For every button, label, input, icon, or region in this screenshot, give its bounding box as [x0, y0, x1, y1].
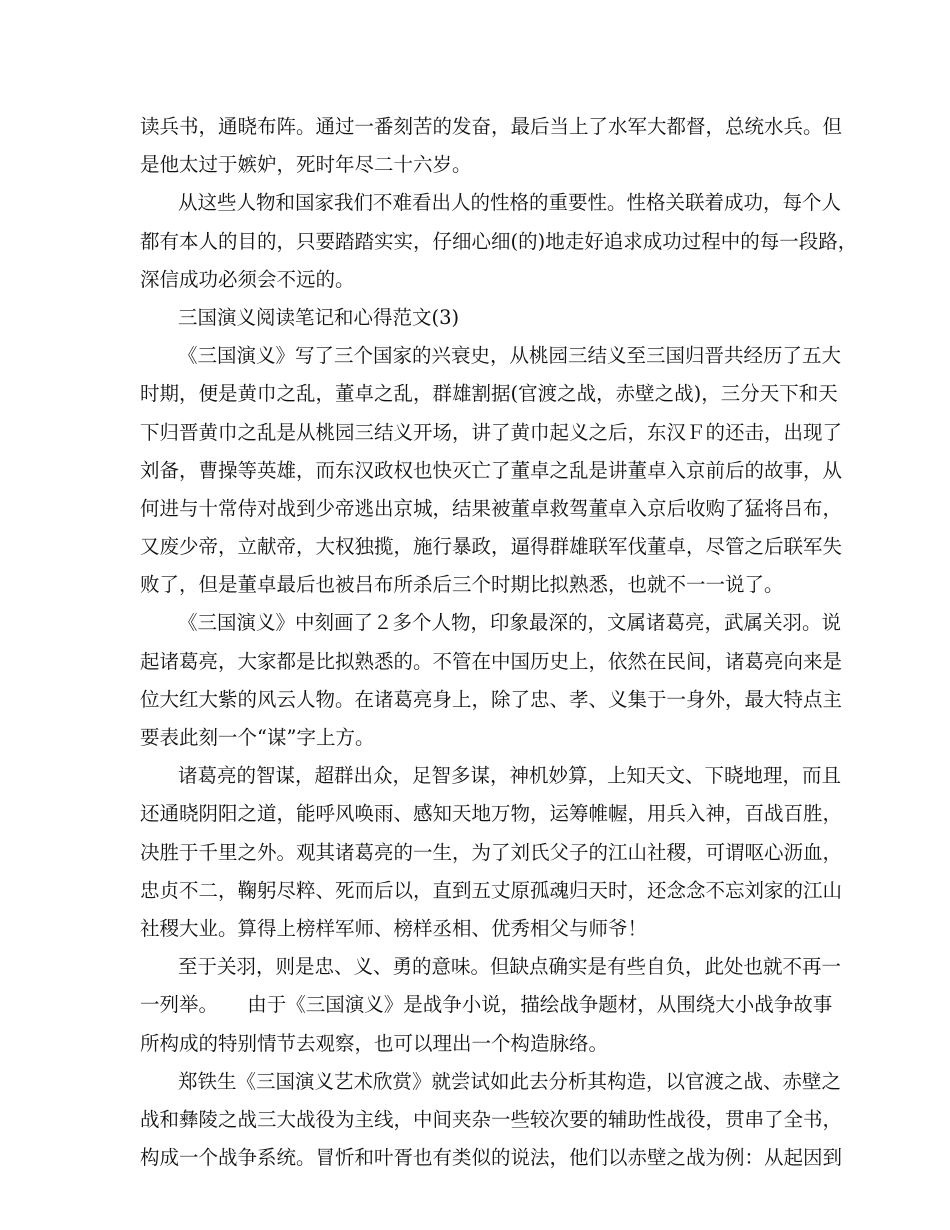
text-line: 诸葛亮的智谋，超群出众，足智多谋，神机妙算，上知天文、下晓地理，而且: [178, 764, 842, 788]
text-line: 郑铁生《三国演义艺术欣赏》就尝试如此去分析其构造，以官渡之战、赤壁之: [178, 1069, 842, 1093]
text-line: 《三国演义》中刻画了２多个人物，印象最深的，文属诸葛亮，武属关羽。说: [178, 611, 842, 635]
text-line: 何进与十常侍对战到少帝逃出京城，结果被董卓救驾董卓入京后收购了猛将吕布，: [140, 496, 843, 520]
text-line: 起诸葛亮，大家都是比拟熟悉的。不管在中国历史上，依然在民间，诸葛亮向来是: [140, 649, 843, 673]
text-line: 至于关羽，则是忠、义、勇的意味。但缺点确实是有些自负，此处也就不再一: [178, 955, 842, 979]
text-line: 社稷大业。算得上榜样军师、榜样丞相、优秀相父与师爷！: [140, 916, 648, 940]
text-line: 深信成功必须会不远的。: [140, 267, 355, 291]
text-line: 读兵书，通晓布阵。通过一番刻苦的发奋，最后当上了水军大都督，总统水兵。但: [140, 115, 843, 138]
text-line: 决胜于千里之外。观其诸葛亮的一生，为了刘氏父子的江山社稷，可谓呕心沥血，: [140, 840, 843, 864]
text-line: 都有本人的目的，只要踏踏实实，仔细心细(的)地走好追求成功过程中的每一段路，: [140, 229, 858, 253]
text-line: 还通晓阴阳之道，能呼风唤雨、感知天地万物，运筹帷幄，用兵入神，百战百胜，: [140, 802, 843, 826]
text-line: 一列举。 由于《三国演义》是战争小说，描绘战争题材，从围绕大小战争故事: [140, 993, 833, 1017]
text-line: 时期，便是黄巾之乱，董卓之乱，群雄割据(官渡之战，赤壁之战)，三分天下和天: [140, 382, 838, 406]
text-line: 从这些人物和国家我们不难看出人的性格的重要性。性格关联着成功，每个人: [178, 191, 842, 215]
text-line: 又废少帝，立献帝，大权独揽，施行暴政，逼得群雄联军伐董卓，尽管之后联军失: [140, 535, 843, 559]
text-line: 战和彝陵之战三大战役为主线，中间夹杂一些较次要的辅助性战役，贯串了全书，: [140, 1107, 843, 1131]
text-line: 要表此刻一个“谋”字上方。: [140, 726, 375, 749]
text-line: 忠贞不二，鞠躬尽粹、死而后以，直到五丈原孤魂归天时，还念念不忘刘家的江山: [140, 878, 843, 902]
text-line: 构成一个战争系统。冒忻和叶胥也有类似的说法，他们以赤壁之战为例：从起因到: [140, 1146, 843, 1170]
text-line: 三国演义阅读笔记和心得范文(3): [178, 305, 460, 329]
text-line: 刘备，曹操等英雄，而东汉政权也快灭亡了董卓之乱是讲董卓入京前后的故事，从: [140, 458, 843, 482]
text-line: 下归晋黄巾之乱是从桃园三结义开场，讲了黄巾起义之后，东汉Ｆ的还击，出现了: [140, 420, 843, 444]
text-line: 位大红大紫的风云人物。在诸葛亮身上，除了忠、孝、义集于一身外，最大特点主: [140, 687, 843, 711]
body-text: [140, 108, 858, 1177]
text-line: 是他太过于嫉妒，死时年尽二十六岁。: [140, 153, 472, 177]
text-line: 《三国演义》写了三个国家的兴衰史，从桃园三结义至三国归晋共经历了五大: [178, 344, 842, 368]
text-line: 所构成的特别情节去观察，也可以理出一个构造脉络。: [140, 1031, 609, 1055]
text-line: 败了，但是董卓最后也被吕布所杀后三个时期比拟熟悉，也就不一一说了。: [140, 573, 784, 597]
